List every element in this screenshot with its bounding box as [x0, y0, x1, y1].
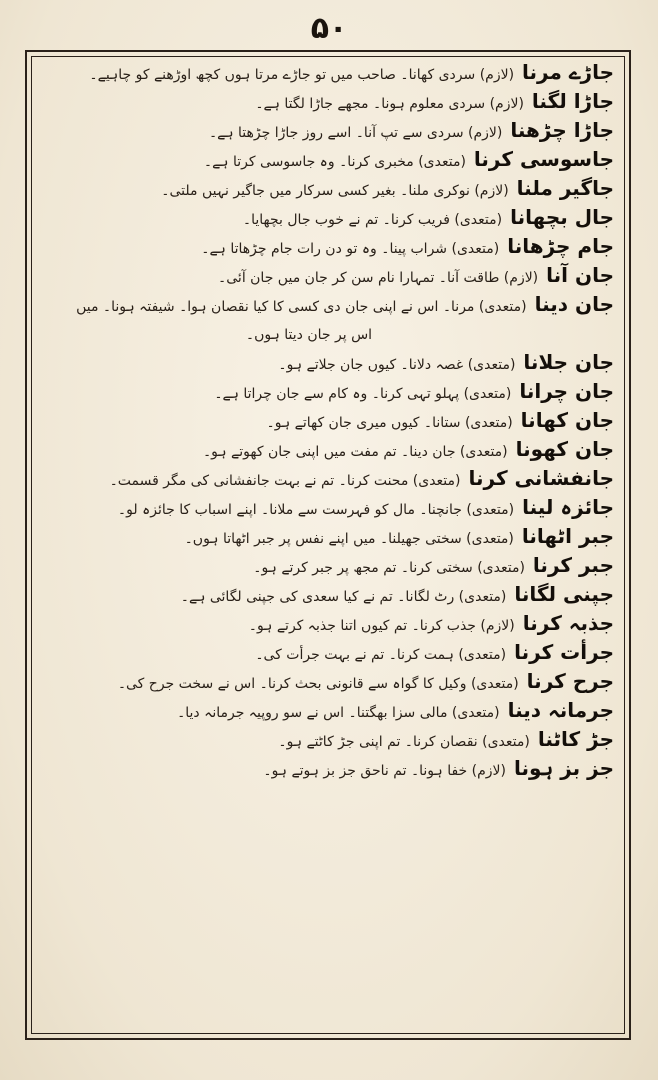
dictionary-entry: [40, 348, 618, 377]
entry-headword: جانفشانی کرنا: [468, 466, 614, 490]
dictionary-entry: [40, 522, 618, 551]
page-number: ۵۰: [310, 11, 348, 46]
dictionary-entry: [40, 464, 618, 493]
dictionary-entry: [40, 406, 618, 435]
entry-gloss: (متعدی) جانچنا۔ مال کو فہرست سے ملانا۔ اپنے اسباب کا جائزہ لو۔: [117, 502, 515, 518]
entry-gloss: (متعدی) ستانا۔ کیوں میری جان کھاتے ہو۔: [266, 415, 513, 431]
entry-gloss: (متعدی) مالی سزا بھگتنا۔ اس نے سو روپیہ جرمانہ دیا۔: [177, 705, 500, 721]
entry-headword: جاسوسی کرنا: [473, 147, 614, 171]
dictionary-entry: [40, 116, 618, 145]
dictionary-entry: [40, 493, 618, 522]
dictionary-entry: [40, 290, 618, 319]
entry-headword: جان جلانا: [523, 350, 614, 374]
entry-headword: جان دینا: [534, 292, 614, 316]
entry-gloss: (متعدی) وکیل کا گواہ سے قانونی بحث کرنا۔ اس نے سخت جرح کی۔: [117, 676, 519, 692]
entry-headword: جاڑے مرنا: [522, 60, 614, 84]
dictionary-entry: [40, 609, 618, 638]
entry-gloss: (متعدی) سختی جھیلنا۔ میں اپنے نفس پر جبر اٹھاتا ہوں۔: [184, 531, 514, 547]
entry-gloss: (لازم) نوکری ملنا۔ بغیر کسی سرکار میں جاگیر نہیں ملتی۔: [161, 183, 509, 199]
entry-gloss: اس پر جان دیتا ہوں۔: [245, 327, 373, 343]
dictionary-entry: [40, 667, 618, 696]
entry-gloss: (متعدی) محنت کرنا۔ تم نے بہت جانفشانی کی مگر قسمت۔: [109, 473, 461, 489]
dictionary-entry: [40, 232, 618, 261]
entry-headword: جائزہ لینا: [522, 495, 614, 519]
entry-headword: جرمانہ دینا: [507, 698, 614, 722]
entry-gloss: (متعدی) جان دینا۔ تم مفت میں اپنی جان کھوتے ہو۔: [202, 444, 508, 460]
entry-headword: جان چرانا: [519, 379, 614, 403]
dictionary-entry: [40, 435, 618, 464]
entry-gloss: (متعدی) نقصان کرنا۔ تم اپنی جڑ کاٹتے ہو۔: [278, 734, 530, 750]
dictionary-entry: [40, 551, 618, 580]
dictionary-entry: [40, 58, 618, 87]
entry-gloss: (متعدی) سختی کرنا۔ تم مجھ پر جبر کرتے ہو۔: [253, 560, 525, 576]
dictionary-entry: [40, 638, 618, 667]
entry-gloss: (لازم) سردی معلوم ہونا۔ مجھے جاڑا لگتا ہے۔: [255, 96, 524, 112]
dictionary-entry: [40, 754, 618, 783]
entry-gloss: (لازم) جذب کرنا۔ تم کیوں اتنا جذبہ کرتے ہو۔: [248, 618, 515, 634]
entry-headword: جپنی لگانا: [514, 582, 614, 606]
entry-gloss: (لازم) خفا ہونا۔ تم ناحق جز بز ہوتے ہو۔: [263, 763, 506, 779]
dictionary-entry: [40, 319, 618, 348]
entry-gloss: (متعدی) ہمت کرنا۔ تم نے بہت جرأت کی۔: [255, 647, 507, 663]
entry-gloss: (لازم) سردی کھانا۔ صاحب میں تو جاڑے مرتا ہوں کچھ اوڑھنے کو چاہیے۔: [89, 67, 515, 83]
entry-list: [40, 58, 618, 1028]
dictionary-entry: [40, 377, 618, 406]
dictionary-entry: [40, 696, 618, 725]
entry-gloss: (متعدی) شراب پینا۔ وہ تو دن رات جام چڑھاتا ہے۔: [201, 241, 500, 257]
entry-headword: جڑ کاٹنا: [537, 727, 614, 751]
entry-headword: جذبہ کرنا: [522, 611, 614, 635]
dictionary-entry: [40, 580, 618, 609]
entry-gloss: (متعدی) غصہ دلانا۔ کیوں جان جلاتے ہو۔: [278, 357, 516, 373]
entry-headword: جاڑا لگنا: [531, 89, 614, 113]
entry-gloss: (متعدی) مرنا۔ اس نے اپنی جان دی کسی کا کیا نقصان ہوا۔ شیفتہ ہونا۔ میں: [76, 299, 527, 315]
entry-gloss: (لازم) سردی سے تپ آنا۔ اسے روز جاڑا چڑھتا ہے۔: [208, 125, 503, 141]
entry-headword: جال بچھانا: [510, 205, 614, 229]
dictionary-entry: [40, 261, 618, 290]
entry-gloss: (متعدی) رٹ لگانا۔ تم نے کیا سعدی کی جپنی لگائی ہے۔: [180, 589, 507, 605]
dictionary-entry: [40, 203, 618, 232]
entry-headword: جاگیر ملنا: [516, 176, 614, 200]
entry-headword: جبر کرنا: [532, 553, 614, 577]
entry-headword: جاڑا چڑھنا: [510, 118, 614, 142]
entry-headword: جان کھونا: [515, 437, 614, 461]
entry-gloss: (لازم) طاقت آنا۔ تمہارا نام سن کر جان میں جان آئی۔: [218, 270, 539, 286]
entry-headword: جرح کرنا: [526, 669, 614, 693]
dictionary-entry: [40, 145, 618, 174]
entry-headword: جان کھانا: [520, 408, 614, 432]
entry-headword: جام چڑھانا: [507, 234, 614, 258]
entry-headword: جز بز ہونا: [513, 756, 614, 780]
entry-headword: جرأت کرنا: [514, 640, 614, 664]
entry-gloss: (متعدی) فریب کرنا۔ تم نے خوب جال بچھایا۔: [242, 212, 503, 228]
dictionary-entry: [40, 174, 618, 203]
dictionary-entry: [40, 725, 618, 754]
entry-headword: جبر اٹھانا: [521, 524, 614, 548]
entry-headword: جان آنا: [546, 263, 614, 287]
entry-gloss: (متعدی) مخبری کرنا۔ وہ جاسوسی کرتا ہے۔: [203, 154, 466, 170]
dictionary-entry: [40, 87, 618, 116]
entry-gloss: (متعدی) پہلو تہی کرنا۔ وہ کام سے جان چراتا ہے۔: [214, 386, 512, 402]
